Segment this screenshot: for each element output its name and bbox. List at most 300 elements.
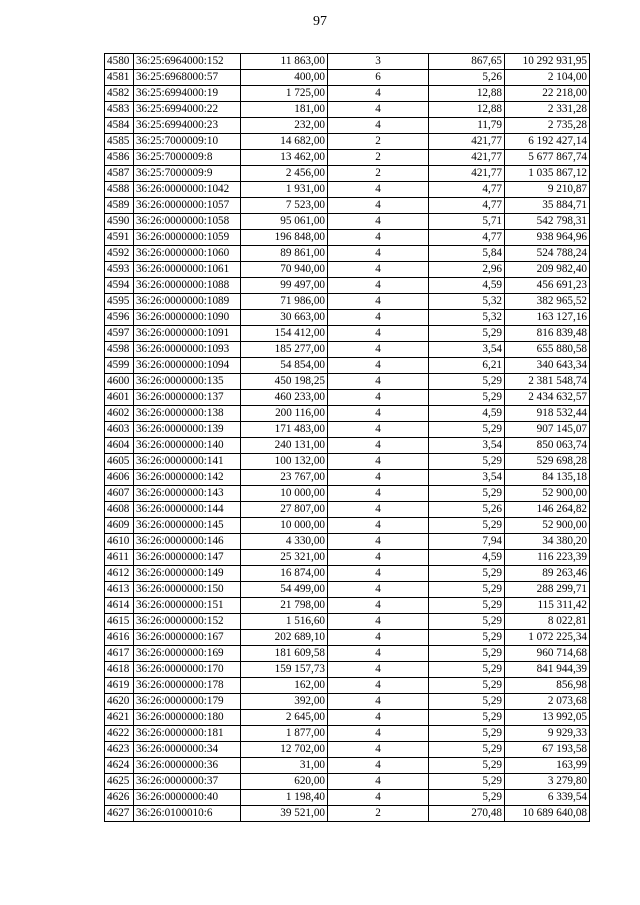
row-number-cell: 4625 — [105, 774, 134, 790]
table-row — [105, 438, 590, 454]
rate-cell: 5,29 — [429, 390, 505, 406]
cadastral-number-cell: 36:26:0000000:170 — [134, 662, 241, 678]
rate-cell: 3,54 — [429, 470, 505, 486]
cadastral-number-cell: 36:26:0000000:1088 — [134, 278, 241, 294]
category-cell: 2 — [328, 134, 429, 150]
area-cell: 10 000,00 — [241, 518, 328, 534]
table-row — [105, 150, 590, 166]
rate-cell: 5,29 — [429, 630, 505, 646]
area-cell: 13 462,00 — [241, 150, 328, 166]
cadastral-value-cell: 2 331,28 — [505, 102, 590, 118]
cadastral-value-cell: 2 735,28 — [505, 118, 590, 134]
cadastral-number-cell: 36:26:0000000:147 — [134, 550, 241, 566]
cadastral-number-cell: 36:26:0000000:1057 — [134, 198, 241, 214]
rate-cell: 421,77 — [429, 150, 505, 166]
category-cell: 4 — [328, 774, 429, 790]
cadastral-value-cell: 209 982,40 — [505, 262, 590, 278]
area-cell: 70 940,00 — [241, 262, 328, 278]
category-cell: 2 — [328, 166, 429, 182]
cadastral-number-cell: 36:26:0000000:143 — [134, 486, 241, 502]
rate-cell: 5,29 — [429, 422, 505, 438]
row-number-cell: 4607 — [105, 486, 134, 502]
row-number-cell: 4583 — [105, 102, 134, 118]
area-cell: 11 863,00 — [241, 54, 328, 70]
rate-cell: 5,29 — [429, 614, 505, 630]
rate-cell: 5,29 — [429, 662, 505, 678]
cadastral-value-cell: 13 992,05 — [505, 710, 590, 726]
area-cell: 1 198,40 — [241, 790, 328, 806]
area-cell: 450 198,25 — [241, 374, 328, 390]
table-row — [105, 294, 590, 310]
cadastral-number-cell: 36:26:0000000:178 — [134, 678, 241, 694]
row-number-cell: 4580 — [105, 54, 134, 70]
table-row — [105, 646, 590, 662]
cadastral-value-cell: 2 434 632,57 — [505, 390, 590, 406]
area-cell: 95 061,00 — [241, 214, 328, 230]
area-cell: 181 609,58 — [241, 646, 328, 662]
row-number-cell: 4622 — [105, 726, 134, 742]
cadastral-number-cell: 36:26:0000000:142 — [134, 470, 241, 486]
area-cell: 159 157,73 — [241, 662, 328, 678]
rate-cell: 5,29 — [429, 710, 505, 726]
cadastral-number-cell: 36:26:0000000:140 — [134, 438, 241, 454]
category-cell: 4 — [328, 422, 429, 438]
area-cell: 2 645,00 — [241, 710, 328, 726]
category-cell: 4 — [328, 310, 429, 326]
area-cell: 89 861,00 — [241, 246, 328, 262]
table-row — [105, 550, 590, 566]
table-row — [105, 774, 590, 790]
row-number-cell: 4621 — [105, 710, 134, 726]
cadastral-number-cell: 36:26:0000000:145 — [134, 518, 241, 534]
cadastral-value-cell: 89 263,46 — [505, 566, 590, 582]
area-cell: 1 877,00 — [241, 726, 328, 742]
area-cell: 171 483,00 — [241, 422, 328, 438]
area-cell: 185 277,00 — [241, 342, 328, 358]
category-cell: 3 — [328, 54, 429, 70]
area-cell: 1 725,00 — [241, 86, 328, 102]
cadastral-value-cell: 163,99 — [505, 758, 590, 774]
table-row — [105, 198, 590, 214]
table-row — [105, 678, 590, 694]
area-cell: 99 497,00 — [241, 278, 328, 294]
rate-cell: 3,54 — [429, 438, 505, 454]
cadastral-value-cell: 3 279,80 — [505, 774, 590, 790]
table-row — [105, 582, 590, 598]
category-cell: 4 — [328, 118, 429, 134]
table-row — [105, 374, 590, 390]
table-row — [105, 470, 590, 486]
row-number-cell: 4597 — [105, 326, 134, 342]
cadastral-value-cell: 288 299,71 — [505, 582, 590, 598]
table-row — [105, 86, 590, 102]
category-cell: 4 — [328, 230, 429, 246]
row-number-cell: 4599 — [105, 358, 134, 374]
row-number-cell: 4627 — [105, 806, 134, 822]
cadastral-number-cell: 36:26:0000000:146 — [134, 534, 241, 550]
category-cell: 4 — [328, 486, 429, 502]
rate-cell: 5,29 — [429, 758, 505, 774]
table-row — [105, 230, 590, 246]
category-cell: 4 — [328, 374, 429, 390]
page-number: 97 — [313, 14, 327, 29]
rate-cell: 4,59 — [429, 278, 505, 294]
rate-cell: 5,29 — [429, 774, 505, 790]
area-cell: 162,00 — [241, 678, 328, 694]
table-row — [105, 486, 590, 502]
row-number-cell: 4592 — [105, 246, 134, 262]
category-cell: 4 — [328, 198, 429, 214]
rate-cell: 5,29 — [429, 518, 505, 534]
table-row — [105, 710, 590, 726]
row-number-cell: 4587 — [105, 166, 134, 182]
row-number-cell: 4611 — [105, 550, 134, 566]
table-row — [105, 134, 590, 150]
table-row — [105, 102, 590, 118]
area-cell: 232,00 — [241, 118, 328, 134]
cadastral-number-cell: 36:26:0000000:169 — [134, 646, 241, 662]
cadastral-value-cell: 382 965,52 — [505, 294, 590, 310]
category-cell: 4 — [328, 454, 429, 470]
cadastral-number-cell: 36:26:0000000:1090 — [134, 310, 241, 326]
row-number-cell: 4594 — [105, 278, 134, 294]
rate-cell: 5,26 — [429, 70, 505, 86]
cadastral-value-cell: 34 380,20 — [505, 534, 590, 550]
area-cell: 460 233,00 — [241, 390, 328, 406]
cadastral-value-cell: 10 689 640,08 — [505, 806, 590, 822]
rate-cell: 5,29 — [429, 486, 505, 502]
table-row — [105, 454, 590, 470]
area-cell: 400,00 — [241, 70, 328, 86]
table-row — [105, 662, 590, 678]
cadastral-number-cell: 36:26:0000000:1089 — [134, 294, 241, 310]
table-row — [105, 246, 590, 262]
cadastral-number-cell: 36:26:0000000:180 — [134, 710, 241, 726]
cadastral-number-cell: 36:25:6968000:57 — [134, 70, 241, 86]
category-cell: 4 — [328, 566, 429, 582]
category-cell: 4 — [328, 534, 429, 550]
area-cell: 202 689,10 — [241, 630, 328, 646]
table-row — [105, 518, 590, 534]
category-cell: 4 — [328, 502, 429, 518]
area-cell: 16 874,00 — [241, 566, 328, 582]
area-cell: 30 663,00 — [241, 310, 328, 326]
rate-cell: 5,32 — [429, 310, 505, 326]
row-number-cell: 4602 — [105, 406, 134, 422]
rate-cell: 5,26 — [429, 502, 505, 518]
rate-cell: 6,21 — [429, 358, 505, 374]
cadastral-value-cell: 960 714,68 — [505, 646, 590, 662]
rate-cell: 5,29 — [429, 582, 505, 598]
cadastral-value-cell: 35 884,71 — [505, 198, 590, 214]
cadastral-value-cell: 841 944,39 — [505, 662, 590, 678]
cadastral-number-cell: 36:26:0000000:1059 — [134, 230, 241, 246]
category-cell: 4 — [328, 86, 429, 102]
row-number-cell: 4609 — [105, 518, 134, 534]
cadastral-value-cell: 52 900,00 — [505, 518, 590, 534]
category-cell: 4 — [328, 406, 429, 422]
rate-cell: 5,32 — [429, 294, 505, 310]
rate-cell: 12,88 — [429, 102, 505, 118]
table-row — [105, 806, 590, 822]
cadastral-value-cell: 938 964,96 — [505, 230, 590, 246]
cadastral-number-cell: 36:26:0000000:144 — [134, 502, 241, 518]
cadastral-value-cell: 1 035 867,12 — [505, 166, 590, 182]
category-cell: 4 — [328, 262, 429, 278]
cadastral-value-cell: 456 691,23 — [505, 278, 590, 294]
cadastral-number-cell: 36:26:0000000:139 — [134, 422, 241, 438]
rate-cell: 270,48 — [429, 806, 505, 822]
cadastral-number-cell: 36:26:0000000:141 — [134, 454, 241, 470]
table-row — [105, 694, 590, 710]
cadastral-number-cell: 36:25:7000009:8 — [134, 150, 241, 166]
table-row — [105, 614, 590, 630]
cadastral-value-cell: 84 135,18 — [505, 470, 590, 486]
table-row — [105, 326, 590, 342]
cadastral-number-cell: 36:26:0000000:37 — [134, 774, 241, 790]
table-row — [105, 406, 590, 422]
cadastral-value-table — [104, 53, 590, 822]
cadastral-value-cell: 5 677 867,74 — [505, 150, 590, 166]
rate-cell: 4,59 — [429, 550, 505, 566]
row-number-cell: 4605 — [105, 454, 134, 470]
row-number-cell: 4604 — [105, 438, 134, 454]
rate-cell: 5,29 — [429, 678, 505, 694]
row-number-cell: 4590 — [105, 214, 134, 230]
category-cell: 4 — [328, 742, 429, 758]
cadastral-number-cell: 36:26:0000000:179 — [134, 694, 241, 710]
row-number-cell: 4610 — [105, 534, 134, 550]
area-cell: 620,00 — [241, 774, 328, 790]
category-cell: 4 — [328, 614, 429, 630]
cadastral-number-cell: 36:26:0000000:167 — [134, 630, 241, 646]
category-cell: 4 — [328, 358, 429, 374]
row-number-cell: 4617 — [105, 646, 134, 662]
row-number-cell: 4615 — [105, 614, 134, 630]
category-cell: 4 — [328, 550, 429, 566]
row-number-cell: 4598 — [105, 342, 134, 358]
table-row — [105, 758, 590, 774]
area-cell: 21 798,00 — [241, 598, 328, 614]
rate-cell: 5,29 — [429, 454, 505, 470]
row-number-cell: 4612 — [105, 566, 134, 582]
rate-cell: 4,77 — [429, 182, 505, 198]
rate-cell: 2,96 — [429, 262, 505, 278]
cadastral-number-cell: 36:26:0000000:1094 — [134, 358, 241, 374]
cadastral-value-cell: 6 192 427,14 — [505, 134, 590, 150]
area-cell: 39 521,00 — [241, 806, 328, 822]
area-cell: 100 132,00 — [241, 454, 328, 470]
row-number-cell: 4588 — [105, 182, 134, 198]
cadastral-number-cell: 36:26:0000000:135 — [134, 374, 241, 390]
rate-cell: 5,29 — [429, 374, 505, 390]
category-cell: 4 — [328, 390, 429, 406]
cadastral-value-cell: 10 292 931,95 — [505, 54, 590, 70]
rate-cell: 4,77 — [429, 198, 505, 214]
rate-cell: 5,29 — [429, 694, 505, 710]
area-cell: 71 986,00 — [241, 294, 328, 310]
cadastral-number-cell: 36:26:0000000:1060 — [134, 246, 241, 262]
cadastral-value-cell: 918 532,44 — [505, 406, 590, 422]
category-cell: 4 — [328, 214, 429, 230]
area-cell: 10 000,00 — [241, 486, 328, 502]
category-cell: 4 — [328, 518, 429, 534]
rate-cell: 11,79 — [429, 118, 505, 134]
category-cell: 4 — [328, 342, 429, 358]
table-row — [105, 342, 590, 358]
area-cell: 200 116,00 — [241, 406, 328, 422]
row-number-cell: 4596 — [105, 310, 134, 326]
area-cell: 25 321,00 — [241, 550, 328, 566]
cadastral-number-cell: 36:26:0100010:6 — [134, 806, 241, 822]
area-cell: 14 682,00 — [241, 134, 328, 150]
row-number-cell: 4593 — [105, 262, 134, 278]
category-cell: 4 — [328, 278, 429, 294]
category-cell: 4 — [328, 678, 429, 694]
cadastral-number-cell: 36:26:0000000:150 — [134, 582, 241, 598]
category-cell: 4 — [328, 710, 429, 726]
rate-cell: 5,29 — [429, 646, 505, 662]
rate-cell: 12,88 — [429, 86, 505, 102]
table-row — [105, 262, 590, 278]
cadastral-number-cell: 36:26:0000000:149 — [134, 566, 241, 582]
area-cell: 1 931,00 — [241, 182, 328, 198]
row-number-cell: 4585 — [105, 134, 134, 150]
cadastral-number-cell: 36:25:7000009:9 — [134, 166, 241, 182]
row-number-cell: 4595 — [105, 294, 134, 310]
area-cell: 1 516,60 — [241, 614, 328, 630]
category-cell: 4 — [328, 246, 429, 262]
row-number-cell: 4606 — [105, 470, 134, 486]
category-cell: 4 — [328, 790, 429, 806]
category-cell: 4 — [328, 326, 429, 342]
table-row — [105, 166, 590, 182]
cadastral-value-cell: 524 788,24 — [505, 246, 590, 262]
row-number-cell: 4608 — [105, 502, 134, 518]
table-row — [105, 422, 590, 438]
cadastral-value-cell: 529 698,28 — [505, 454, 590, 470]
category-cell: 4 — [328, 726, 429, 742]
cadastral-number-cell: 36:26:0000000:1058 — [134, 214, 241, 230]
cadastral-value-cell: 816 839,48 — [505, 326, 590, 342]
table-row — [105, 182, 590, 198]
cadastral-value-cell: 2 104,00 — [505, 70, 590, 86]
cadastral-value-cell: 52 900,00 — [505, 486, 590, 502]
category-cell: 4 — [328, 758, 429, 774]
cadastral-value-cell: 542 798,31 — [505, 214, 590, 230]
row-number-cell: 4591 — [105, 230, 134, 246]
area-cell: 154 412,00 — [241, 326, 328, 342]
rate-cell: 421,77 — [429, 134, 505, 150]
cadastral-value-cell: 9 210,87 — [505, 182, 590, 198]
row-number-cell: 4600 — [105, 374, 134, 390]
cadastral-number-cell: 36:26:0000000:1061 — [134, 262, 241, 278]
cadastral-value-cell: 850 063,74 — [505, 438, 590, 454]
row-number-cell: 4584 — [105, 118, 134, 134]
table-row — [105, 70, 590, 86]
cadastral-value-cell: 9 929,33 — [505, 726, 590, 742]
table-row — [105, 790, 590, 806]
category-cell: 4 — [328, 582, 429, 598]
row-number-cell: 4582 — [105, 86, 134, 102]
table-row — [105, 358, 590, 374]
table-row — [105, 118, 590, 134]
table-row — [105, 630, 590, 646]
cadastral-value-cell: 115 311,42 — [505, 598, 590, 614]
cadastral-value-cell: 146 264,82 — [505, 502, 590, 518]
table-row — [105, 214, 590, 230]
rate-cell: 5,29 — [429, 726, 505, 742]
cadastral-value-cell: 163 127,16 — [505, 310, 590, 326]
cadastral-value-cell: 2 073,68 — [505, 694, 590, 710]
cadastral-number-cell: 36:26:0000000:152 — [134, 614, 241, 630]
cadastral-number-cell: 36:25:7000009:10 — [134, 134, 241, 150]
cadastral-value-cell: 856,98 — [505, 678, 590, 694]
row-number-cell: 4623 — [105, 742, 134, 758]
cadastral-number-cell: 36:26:0000000:138 — [134, 406, 241, 422]
table-row — [105, 566, 590, 582]
cadastral-value-cell: 6 339,54 — [505, 790, 590, 806]
table-row — [105, 390, 590, 406]
category-cell: 4 — [328, 694, 429, 710]
rate-cell: 867,65 — [429, 54, 505, 70]
rate-cell: 5,84 — [429, 246, 505, 262]
row-number-cell: 4586 — [105, 150, 134, 166]
table-body — [105, 54, 590, 822]
row-number-cell: 4616 — [105, 630, 134, 646]
area-cell: 392,00 — [241, 694, 328, 710]
row-number-cell: 4603 — [105, 422, 134, 438]
area-cell: 31,00 — [241, 758, 328, 774]
table-row — [105, 54, 590, 70]
table-row — [105, 726, 590, 742]
category-cell: 4 — [328, 182, 429, 198]
rate-cell: 7,94 — [429, 534, 505, 550]
area-cell: 27 807,00 — [241, 502, 328, 518]
category-cell: 4 — [328, 470, 429, 486]
cadastral-value-cell: 2 381 548,74 — [505, 374, 590, 390]
category-cell: 6 — [328, 70, 429, 86]
cadastral-number-cell: 36:26:0000000:1042 — [134, 182, 241, 198]
row-number-cell: 4601 — [105, 390, 134, 406]
category-cell: 4 — [328, 662, 429, 678]
cadastral-value-cell: 8 022,81 — [505, 614, 590, 630]
area-cell: 7 523,00 — [241, 198, 328, 214]
table-row — [105, 310, 590, 326]
row-number-cell: 4581 — [105, 70, 134, 86]
row-number-cell: 4613 — [105, 582, 134, 598]
row-number-cell: 4618 — [105, 662, 134, 678]
table-row — [105, 502, 590, 518]
row-number-cell: 4626 — [105, 790, 134, 806]
rate-cell: 4,77 — [429, 230, 505, 246]
cadastral-value-cell: 655 880,58 — [505, 342, 590, 358]
cadastral-number-cell: 36:26:0000000:1091 — [134, 326, 241, 342]
category-cell: 2 — [328, 150, 429, 166]
table-row — [105, 742, 590, 758]
category-cell: 4 — [328, 294, 429, 310]
cadastral-number-cell: 36:26:0000000:34 — [134, 742, 241, 758]
category-cell: 4 — [328, 630, 429, 646]
table-row — [105, 534, 590, 550]
cadastral-value-cell: 907 145,07 — [505, 422, 590, 438]
row-number-cell: 4589 — [105, 198, 134, 214]
category-cell: 4 — [328, 102, 429, 118]
table-row — [105, 598, 590, 614]
cadastral-value-cell: 340 643,34 — [505, 358, 590, 374]
rate-cell: 5,71 — [429, 214, 505, 230]
area-cell: 240 131,00 — [241, 438, 328, 454]
